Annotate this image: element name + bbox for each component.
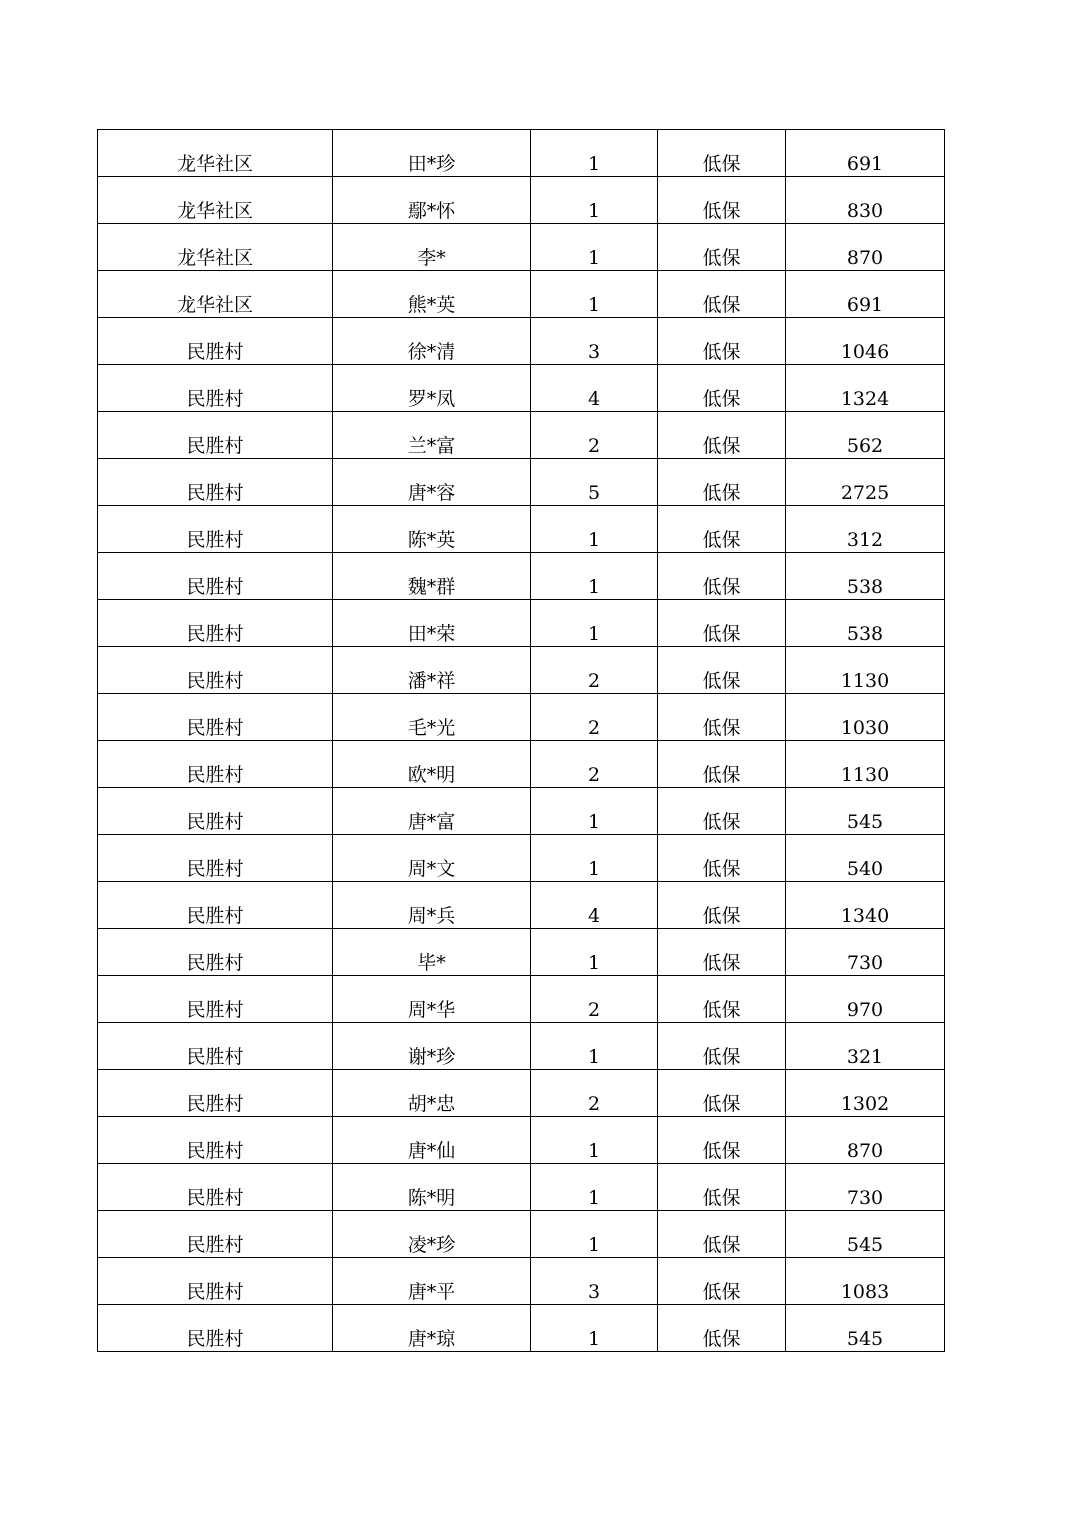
community-cell [98, 788, 333, 835]
household-size-cell-text: 1 [587, 294, 601, 316]
table-row [98, 1305, 945, 1352]
community-cell-text: 民胜村 [186, 999, 244, 1021]
category-cell [658, 835, 786, 882]
amount-cell [786, 882, 945, 929]
amount-cell-text: 1130 [840, 764, 890, 786]
category-cell-text: 低保 [702, 952, 741, 974]
community-cell-text: 民胜村 [186, 341, 244, 363]
community-cell-text: 民胜村 [186, 1234, 244, 1256]
category-cell-text: 低保 [702, 670, 741, 692]
household-size-cell [531, 506, 658, 553]
household-size-cell-text: 1 [587, 153, 601, 175]
amount-cell-text: 545 [846, 1234, 884, 1256]
table-row [98, 1164, 945, 1211]
table-row [98, 976, 945, 1023]
community-cell [98, 365, 333, 412]
amount-cell-text: 545 [846, 1328, 884, 1350]
category-cell-text: 低保 [702, 247, 741, 269]
name-cell-text: 陈*英 [407, 529, 456, 551]
amount-cell [786, 1305, 945, 1352]
category-cell-text: 低保 [702, 1093, 741, 1115]
household-size-cell [531, 130, 658, 177]
community-cell [98, 647, 333, 694]
name-cell [333, 177, 531, 224]
table-row [98, 1258, 945, 1305]
assistance-table [97, 129, 945, 1352]
community-cell [98, 1070, 333, 1117]
name-cell-text: 唐*富 [407, 811, 456, 833]
category-cell-text: 低保 [702, 1140, 741, 1162]
table-row [98, 459, 945, 506]
category-cell-text: 低保 [702, 482, 741, 504]
household-size-cell-text: 1 [587, 200, 601, 222]
community-cell-text: 民胜村 [186, 1328, 244, 1350]
amount-cell [786, 1164, 945, 1211]
category-cell [658, 741, 786, 788]
category-cell-text: 低保 [702, 999, 741, 1021]
amount-cell-text: 1340 [840, 905, 890, 927]
community-cell-text: 龙华社区 [176, 153, 253, 175]
community-cell [98, 412, 333, 459]
category-cell-text: 低保 [702, 200, 741, 222]
community-cell [98, 600, 333, 647]
household-size-cell-text: 2 [587, 1093, 601, 1115]
amount-cell-text: 562 [846, 435, 884, 457]
community-cell [98, 1023, 333, 1070]
name-cell [333, 1070, 531, 1117]
household-size-cell-text: 3 [587, 1281, 601, 1303]
amount-cell-text: 730 [846, 1187, 884, 1209]
amount-cell [786, 271, 945, 318]
name-cell-text: 胡*忠 [407, 1093, 456, 1115]
table-row [98, 929, 945, 976]
community-cell [98, 694, 333, 741]
name-cell-text: 唐*容 [407, 482, 456, 504]
amount-cell [786, 1023, 945, 1070]
category-cell-text: 低保 [702, 153, 741, 175]
name-cell [333, 365, 531, 412]
community-cell-text: 龙华社区 [176, 294, 253, 316]
category-cell [658, 1258, 786, 1305]
amount-cell-text: 870 [846, 1140, 884, 1162]
amount-cell [786, 929, 945, 976]
category-cell [658, 788, 786, 835]
community-cell-text: 民胜村 [186, 623, 244, 645]
community-cell [98, 459, 333, 506]
category-cell-text: 低保 [702, 341, 741, 363]
table-row [98, 130, 945, 177]
community-cell [98, 1164, 333, 1211]
community-cell [98, 882, 333, 929]
name-cell-text: 田*珍 [407, 153, 456, 175]
community-cell-text: 民胜村 [186, 1046, 244, 1068]
category-cell [658, 929, 786, 976]
household-size-cell-text: 3 [587, 341, 601, 363]
name-cell [333, 1164, 531, 1211]
table-body [98, 130, 945, 1352]
household-size-cell-text: 1 [587, 1328, 601, 1350]
name-cell [333, 647, 531, 694]
name-cell-text: 毛*光 [407, 717, 456, 739]
amount-cell-text: 1083 [840, 1281, 890, 1303]
table-row [98, 506, 945, 553]
name-cell-text: 李* [417, 247, 446, 269]
community-cell-text: 民胜村 [186, 388, 244, 410]
community-cell [98, 741, 333, 788]
name-cell [333, 412, 531, 459]
amount-cell [786, 1211, 945, 1258]
amount-cell-text: 1302 [840, 1093, 890, 1115]
amount-cell [786, 647, 945, 694]
household-size-cell-text: 5 [587, 482, 601, 504]
table-row [98, 882, 945, 929]
community-cell [98, 1258, 333, 1305]
amount-cell-text: 1324 [840, 388, 890, 410]
category-cell [658, 600, 786, 647]
category-cell-text: 低保 [702, 435, 741, 457]
table-row [98, 271, 945, 318]
name-cell [333, 459, 531, 506]
amount-cell [786, 1117, 945, 1164]
category-cell [658, 459, 786, 506]
community-cell-text: 民胜村 [186, 670, 244, 692]
community-cell-text: 民胜村 [186, 435, 244, 457]
household-size-cell [531, 1070, 658, 1117]
category-cell [658, 271, 786, 318]
household-size-cell-text: 1 [587, 858, 601, 880]
community-cell-text: 民胜村 [186, 482, 244, 504]
household-size-cell-text: 4 [587, 905, 601, 927]
table-row [98, 553, 945, 600]
household-size-cell-text: 1 [587, 529, 601, 551]
community-cell-text: 民胜村 [186, 858, 244, 880]
household-size-cell [531, 1258, 658, 1305]
name-cell-text: 欧*明 [407, 764, 456, 786]
household-size-cell [531, 976, 658, 1023]
name-cell-text: 唐*平 [407, 1281, 456, 1303]
table-row [98, 1117, 945, 1164]
category-cell-text: 低保 [702, 388, 741, 410]
name-cell [333, 1258, 531, 1305]
community-cell [98, 130, 333, 177]
household-size-cell-text: 2 [587, 717, 601, 739]
household-size-cell [531, 553, 658, 600]
community-cell-text: 龙华社区 [176, 247, 253, 269]
community-cell [98, 318, 333, 365]
household-size-cell-text: 1 [587, 623, 601, 645]
category-cell [658, 882, 786, 929]
community-cell-text: 民胜村 [186, 811, 244, 833]
amount-cell [786, 130, 945, 177]
community-cell-text: 民胜村 [186, 1281, 244, 1303]
category-cell-text: 低保 [702, 576, 741, 598]
amount-cell [786, 177, 945, 224]
household-size-cell [531, 1023, 658, 1070]
name-cell-text: 潘*祥 [407, 670, 456, 692]
community-cell [98, 506, 333, 553]
name-cell-text: 鄢*怀 [407, 200, 456, 222]
name-cell [333, 882, 531, 929]
household-size-cell [531, 694, 658, 741]
name-cell-text: 谢*珍 [407, 1046, 456, 1068]
amount-cell-text: 970 [846, 999, 884, 1021]
category-cell-text: 低保 [702, 905, 741, 927]
household-size-cell [531, 459, 658, 506]
category-cell [658, 647, 786, 694]
name-cell-text: 熊*英 [407, 294, 456, 316]
category-cell-text: 低保 [702, 858, 741, 880]
household-size-cell-text: 1 [587, 1187, 601, 1209]
amount-cell [786, 459, 945, 506]
name-cell [333, 788, 531, 835]
community-cell-text: 龙华社区 [176, 200, 253, 222]
name-cell [333, 976, 531, 1023]
name-cell [333, 1117, 531, 1164]
amount-cell-text: 1130 [840, 670, 890, 692]
category-cell [658, 177, 786, 224]
amount-cell [786, 976, 945, 1023]
category-cell [658, 412, 786, 459]
community-cell [98, 1211, 333, 1258]
household-size-cell [531, 365, 658, 412]
category-cell [658, 1117, 786, 1164]
household-size-cell [531, 271, 658, 318]
household-size-cell [531, 1305, 658, 1352]
household-size-cell-text: 2 [587, 670, 601, 692]
household-size-cell-text: 1 [587, 576, 601, 598]
table-row [98, 412, 945, 459]
amount-cell [786, 1258, 945, 1305]
amount-cell [786, 318, 945, 365]
amount-cell-text: 540 [846, 858, 884, 880]
community-cell-text: 民胜村 [186, 717, 244, 739]
amount-cell-text: 691 [846, 153, 884, 175]
amount-cell-text: 1046 [840, 341, 890, 363]
community-cell-text: 民胜村 [186, 1093, 244, 1115]
category-cell-text: 低保 [702, 529, 741, 551]
table-row [98, 365, 945, 412]
name-cell-text: 周*兵 [407, 905, 456, 927]
community-cell-text: 民胜村 [186, 576, 244, 598]
amount-cell-text: 830 [846, 200, 884, 222]
table-row [98, 835, 945, 882]
household-size-cell [531, 788, 658, 835]
household-size-cell [531, 835, 658, 882]
household-size-cell [531, 882, 658, 929]
amount-cell [786, 788, 945, 835]
household-size-cell-text: 1 [587, 952, 601, 974]
household-size-cell-text: 4 [587, 388, 601, 410]
amount-cell [786, 694, 945, 741]
amount-cell-text: 870 [846, 247, 884, 269]
name-cell [333, 741, 531, 788]
amount-cell-text: 545 [846, 811, 884, 833]
amount-cell [786, 553, 945, 600]
community-cell-text: 民胜村 [186, 529, 244, 551]
category-cell [658, 506, 786, 553]
category-cell [658, 224, 786, 271]
household-size-cell-text: 1 [587, 247, 601, 269]
name-cell [333, 1023, 531, 1070]
name-cell [333, 600, 531, 647]
household-size-cell-text: 2 [587, 435, 601, 457]
category-cell-text: 低保 [702, 811, 741, 833]
community-cell [98, 929, 333, 976]
community-cell-text: 民胜村 [186, 764, 244, 786]
name-cell [333, 506, 531, 553]
community-cell [98, 224, 333, 271]
household-size-cell [531, 177, 658, 224]
household-size-cell [531, 1211, 658, 1258]
category-cell-text: 低保 [702, 1234, 741, 1256]
name-cell [333, 1305, 531, 1352]
community-cell [98, 835, 333, 882]
name-cell [333, 1211, 531, 1258]
category-cell [658, 130, 786, 177]
name-cell [333, 835, 531, 882]
category-cell [658, 318, 786, 365]
household-size-cell [531, 224, 658, 271]
category-cell-text: 低保 [702, 1281, 741, 1303]
name-cell-text: 罗*凤 [407, 388, 456, 410]
category-cell [658, 1305, 786, 1352]
community-cell [98, 976, 333, 1023]
table-row [98, 788, 945, 835]
amount-cell-text: 321 [846, 1046, 884, 1068]
amount-cell [786, 835, 945, 882]
name-cell-text: 唐*琼 [407, 1328, 456, 1350]
amount-cell [786, 224, 945, 271]
community-cell [98, 553, 333, 600]
category-cell-text: 低保 [702, 1046, 741, 1068]
community-cell-text: 民胜村 [186, 1140, 244, 1162]
table-row [98, 1023, 945, 1070]
table-row [98, 600, 945, 647]
amount-cell-text: 538 [846, 576, 884, 598]
community-cell [98, 1305, 333, 1352]
category-cell-text: 低保 [702, 1187, 741, 1209]
household-size-cell-text: 1 [587, 1046, 601, 1068]
name-cell-text: 毕* [417, 952, 446, 974]
category-cell [658, 1211, 786, 1258]
name-cell [333, 224, 531, 271]
name-cell-text: 周*华 [407, 999, 456, 1021]
name-cell [333, 318, 531, 365]
table-row [98, 647, 945, 694]
amount-cell-text: 1030 [840, 717, 890, 739]
name-cell [333, 130, 531, 177]
name-cell-text: 田*荣 [407, 623, 456, 645]
household-size-cell [531, 600, 658, 647]
table-row [98, 741, 945, 788]
household-size-cell-text: 2 [587, 999, 601, 1021]
community-cell-text: 民胜村 [186, 905, 244, 927]
category-cell-text: 低保 [702, 717, 741, 739]
household-size-cell-text: 1 [587, 1140, 601, 1162]
amount-cell [786, 600, 945, 647]
amount-cell-text: 730 [846, 952, 884, 974]
category-cell [658, 976, 786, 1023]
category-cell [658, 1164, 786, 1211]
community-cell-text: 民胜村 [186, 952, 244, 974]
name-cell-text: 唐*仙 [407, 1140, 456, 1162]
name-cell [333, 271, 531, 318]
amount-cell-text: 538 [846, 623, 884, 645]
category-cell [658, 694, 786, 741]
community-cell [98, 177, 333, 224]
name-cell [333, 929, 531, 976]
name-cell [333, 694, 531, 741]
household-size-cell-text: 2 [587, 764, 601, 786]
table-row [98, 1211, 945, 1258]
amount-cell-text: 2725 [840, 482, 890, 504]
category-cell-text: 低保 [702, 764, 741, 786]
name-cell-text: 魏*群 [407, 576, 456, 598]
category-cell-text: 低保 [702, 1328, 741, 1350]
category-cell [658, 553, 786, 600]
household-size-cell [531, 647, 658, 694]
amount-cell [786, 1070, 945, 1117]
category-cell [658, 365, 786, 412]
category-cell [658, 1023, 786, 1070]
amount-cell-text: 312 [846, 529, 884, 551]
amount-cell-text: 691 [846, 294, 884, 316]
table-row [98, 1070, 945, 1117]
household-size-cell-text: 1 [587, 1234, 601, 1256]
community-cell [98, 271, 333, 318]
name-cell [333, 553, 531, 600]
table-row [98, 318, 945, 365]
category-cell-text: 低保 [702, 623, 741, 645]
name-cell-text: 陈*明 [407, 1187, 456, 1209]
household-size-cell [531, 412, 658, 459]
household-size-cell [531, 1117, 658, 1164]
community-cell [98, 1117, 333, 1164]
community-cell-text: 民胜村 [186, 1187, 244, 1209]
category-cell [658, 1070, 786, 1117]
name-cell-text: 兰*富 [407, 435, 456, 457]
table-row [98, 177, 945, 224]
table-row [98, 224, 945, 271]
household-size-cell [531, 1164, 658, 1211]
table-row [98, 694, 945, 741]
category-cell-text: 低保 [702, 294, 741, 316]
household-size-cell [531, 318, 658, 365]
name-cell-text: 凌*珍 [407, 1234, 456, 1256]
name-cell-text: 周*文 [407, 858, 456, 880]
household-size-cell-text: 1 [587, 811, 601, 833]
amount-cell [786, 365, 945, 412]
household-size-cell [531, 929, 658, 976]
name-cell-text: 徐*清 [407, 341, 456, 363]
amount-cell [786, 412, 945, 459]
amount-cell [786, 741, 945, 788]
household-size-cell [531, 741, 658, 788]
amount-cell [786, 506, 945, 553]
